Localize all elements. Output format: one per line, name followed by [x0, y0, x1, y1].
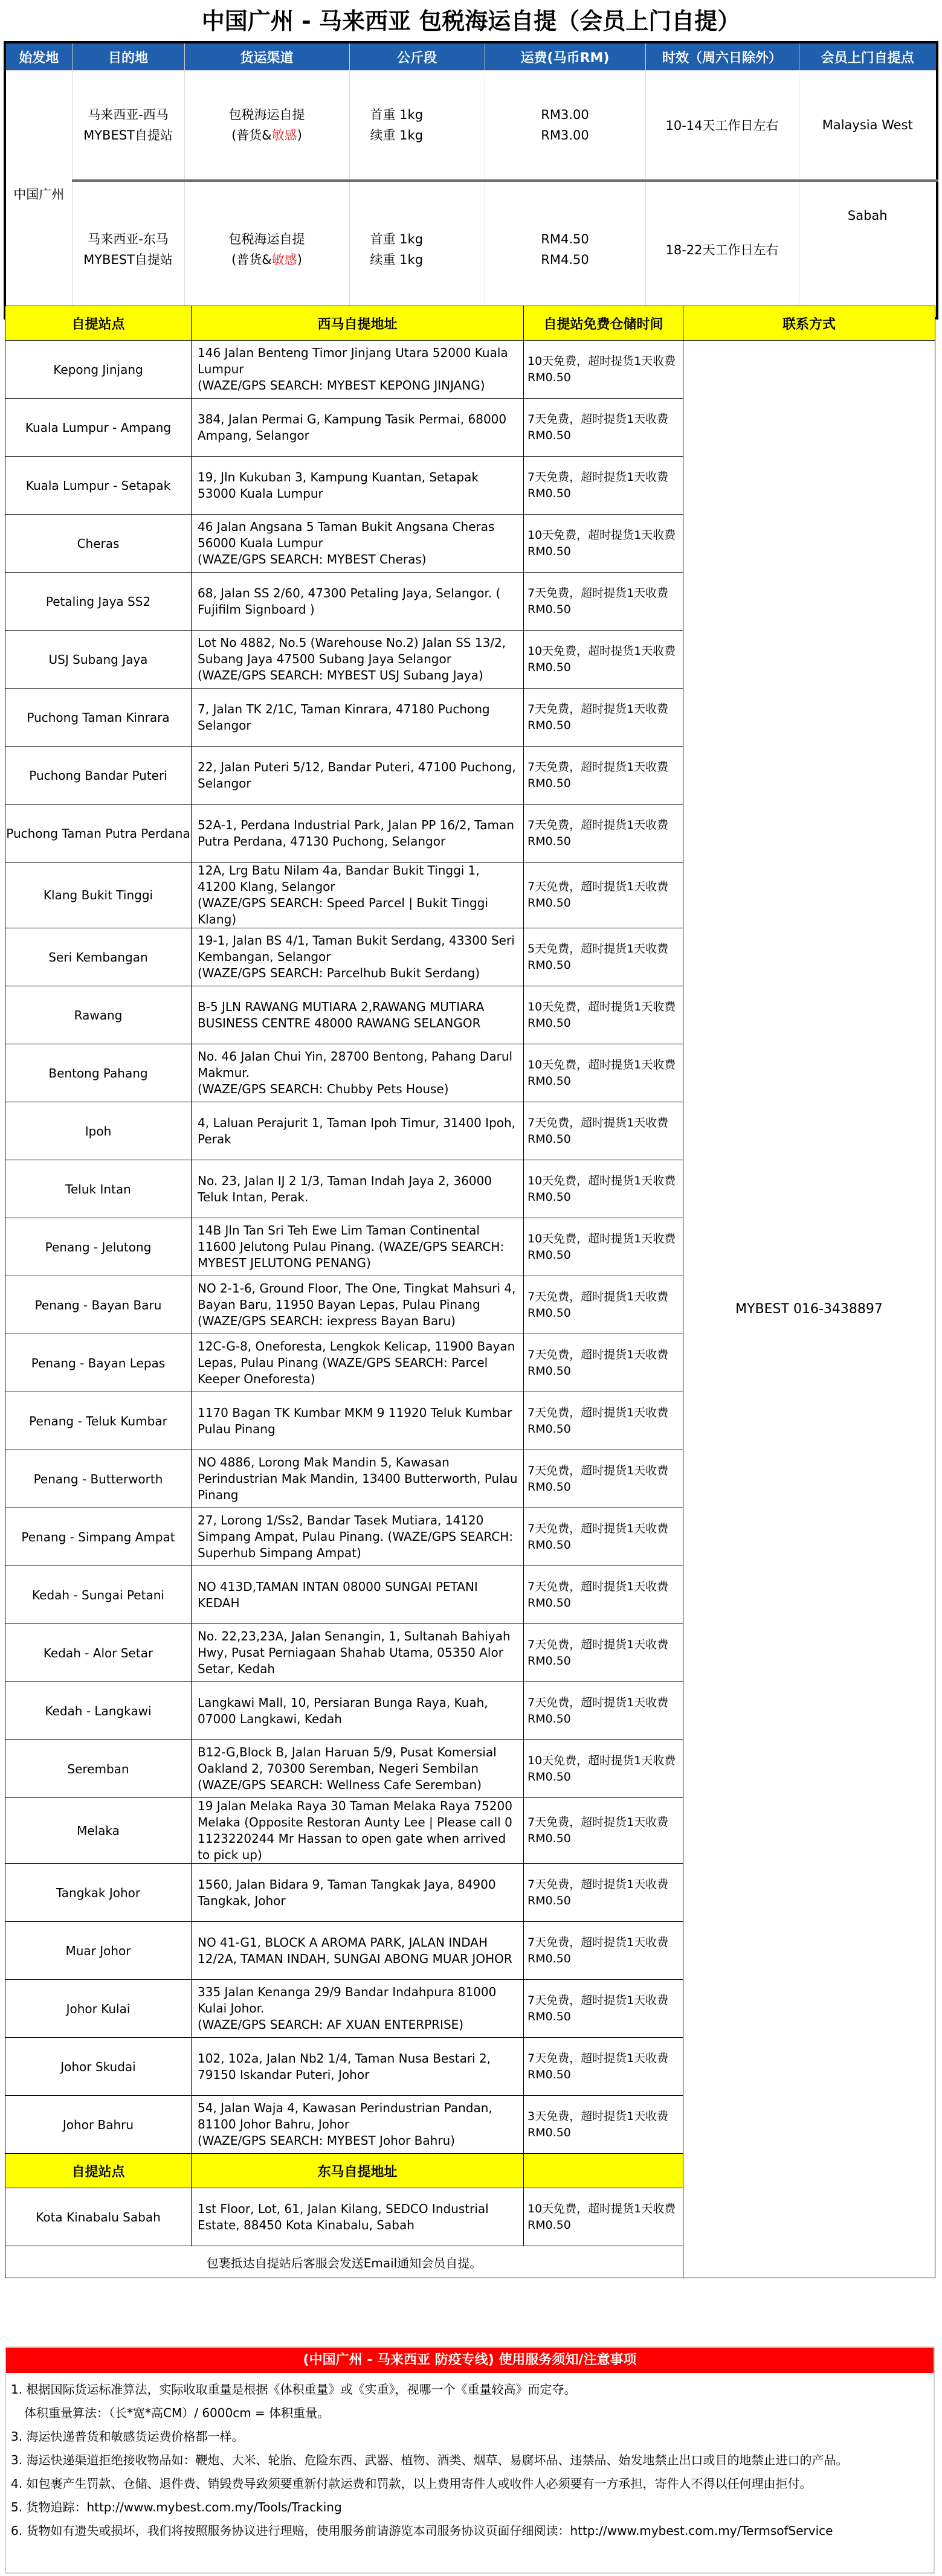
- rate-header-row: [5, 42, 937, 71]
- station-storage-fee: 10天免费，超时提货1天收费RM0.50: [524, 986, 683, 1044]
- station-storage-fee: 7天免费，超时提货1天收费RM0.50: [524, 805, 683, 862]
- rate-header-weight: 公斤段: [349, 42, 485, 71]
- station-name: Tangkak Johor: [5, 1864, 192, 1922]
- station-storage-fee: 7天免费，超时提货1天收费RM0.50: [524, 1334, 683, 1392]
- station-storage-fee: 7天免费，超时提货1天收费RM0.50: [524, 573, 683, 631]
- rate-channel-close: ): [297, 128, 302, 143]
- station-name: Penang - Butterworth: [5, 1450, 192, 1508]
- east-header-blank: [524, 2154, 683, 2188]
- east-header-address: 东马自提地址: [192, 2154, 524, 2188]
- pickup-header-storage: 自提站免费仓储时间: [524, 306, 683, 341]
- rate-row-west: [5, 71, 937, 181]
- station-name: Johor Skudai: [5, 2038, 192, 2096]
- notes-panel: [5, 2346, 935, 2574]
- rate-header-fee: 运费(马币RM): [485, 42, 645, 71]
- station-address: Langkawi Mall, 10, Persiaran Bunga Raya, Kuah, 07000 Langkawi, Kedah: [192, 1682, 524, 1740]
- pickup-header-row: [5, 306, 935, 341]
- station-address: 7, Jalan TK 2/1C, Taman Kinrara, 47180 Puchong Selangor: [192, 689, 524, 747]
- station-name: Johor Kulai: [5, 1980, 192, 2038]
- rate-channel-cell: [184, 71, 349, 181]
- station-address: 19, Jln Kukuban 3, Kampung Kuantan, Setapak 53000 Kuala Lumpur: [192, 457, 524, 515]
- notes-item: 1. 根据国际货运标准算法，实际收取重量是根据《体积重量》或《实重》，视哪一个《重量较高》而定夺。: [11, 2382, 576, 2397]
- station-name: Kota Kinabalu Sabah: [5, 2188, 192, 2246]
- station-address: 1170 Bagan TK Kumbar MKM 9 11920 Teluk Kumbar Pulau Pinang: [192, 1392, 524, 1450]
- rate-header-destination: 目的地: [72, 42, 184, 71]
- station-name: Rawang: [5, 986, 192, 1044]
- station-name: Kepong Jinjang: [5, 341, 192, 399]
- rate-channel-sensitive: 敏感: [271, 252, 297, 267]
- rate-fee-next: RM4.50: [541, 252, 589, 267]
- station-storage-fee: 10天免费，超时提货1天收费RM0.50: [524, 2188, 683, 2246]
- rate-weight-cell: [349, 71, 485, 181]
- rate-channel-sensitive: 敏感: [271, 128, 297, 143]
- rate-channel-close: ): [297, 252, 302, 267]
- station-storage-fee: 7天免费，超时提货1天收费RM0.50: [524, 862, 683, 928]
- rate-row-east: [5, 181, 937, 318]
- station-storage-fee: 7天免费，超时提货1天收费RM0.50: [524, 1864, 683, 1922]
- station-storage-fee: 7天免费，超时提货1天收费RM0.50: [524, 1450, 683, 1508]
- station-address: 1st Floor, Lot, 61, Jalan Kilang, SEDCO Industrial Estate, 88450 Kota Kinabalu, Sabah: [192, 2188, 524, 2246]
- rate-weight-first: 首重 1kg: [370, 108, 424, 122]
- rate-header-time: 时效（周六日除外）: [645, 42, 799, 71]
- station-storage-fee: 7天免费，超时提货1天收费RM0.50: [524, 399, 683, 457]
- notes-item: 4. 如包裹产生罚款、仓储、退件费、销毁费导致须要重新付款运费和罚款，以上费用寄件人或收件人必须要有一方承担，寄件人不得以任何理由拒付。: [11, 2476, 812, 2491]
- station-storage-fee: 7天免费，超时提货1天收费RM0.50: [524, 457, 683, 515]
- rate-destination-line1: 马来西亚-西马: [88, 108, 169, 122]
- rate-fee-cell: [485, 181, 645, 318]
- rate-fee-next: RM3.00: [541, 128, 589, 143]
- station-name: Puchong Taman Kinrara: [5, 689, 192, 747]
- station-storage-fee: 3天免费，超时提货1天收费RM0.50: [524, 2096, 683, 2154]
- station-address: 22, Jalan Puteri 5/12, Bandar Puteri, 47100 Puchong, Selangor: [192, 747, 524, 805]
- rate-destination-line1: 马来西亚-东马: [88, 232, 169, 246]
- station-address: 54, Jalan Waja 4, Kawasan Perindustrian Pandan, 81100 Johor Bahru, Johor (WAZE/GPS SEARCH: MYBEST Johor Bahru): [192, 2096, 524, 2154]
- notes-item: 3. 海运快递渠道拒绝接收物品如：鞭炮、大米、轮胎、危险东西、武器、植物、酒类、烟草、易腐坏品、违禁品、始发地禁止出口或目的地禁止进口的产品。: [11, 2453, 848, 2467]
- station-name: Cheras: [5, 515, 192, 573]
- notes-item: 体积重量算法：（长*宽*高CM）/ 6000cm = 体积重量。: [24, 2406, 330, 2420]
- station-storage-fee: 10天免费，超时提货1天收费RM0.50: [524, 515, 683, 573]
- station-name: Seremban: [5, 1740, 192, 1798]
- station-name: Melaka: [5, 1798, 192, 1864]
- page-title: 中国广州 - 马来西亚 包税海运自提（会员上门自提）: [201, 8, 741, 34]
- station-address: 27, Lorong 1/Ss2, Bandar Tasek Mutiara, 14120 Simpang Ampat, Pulau Pinang. (WAZE/GPS SEARCH: Superhub Simpang Ampat): [192, 1508, 524, 1566]
- pickup-header-station: 自提站点: [5, 306, 192, 341]
- notes-item: 5. 货物追踪：http://www.mybest.com.my/Tools/Tracking: [11, 2500, 342, 2514]
- station-storage-fee: 7天免费，超时提货1天收费RM0.50: [524, 1922, 683, 1980]
- station-name: Penang - Bayan Baru: [5, 1276, 192, 1334]
- station-name: Penang - Jelutong: [5, 1218, 192, 1276]
- rate-channel-line2: [185, 125, 349, 146]
- rate-channel-line1: 包税海运自提: [228, 108, 305, 122]
- notes-heading: (中国广州 - 马来西亚 防疫专线) 使用服务须知/注意事项: [6, 2348, 934, 2373]
- station-storage-fee: 7天免费，超时提货1天收费RM0.50: [524, 1980, 683, 2038]
- station-address: NO 413D,TAMAN INTAN 08000 SUNGAI PETANI KEDAH: [192, 1566, 524, 1624]
- station-storage-fee: 7天免费，超时提货1天收费RM0.50: [524, 689, 683, 747]
- station-address: 12C-G-8, Oneforesta, Lengkok Kelicap, 11900 Bayan Lepas, Pulau Pinang (WAZE/GPS SEARCH: Parcel Keeper Oneforesta): [192, 1334, 524, 1392]
- station-name: Kedah - Alor Setar: [5, 1624, 192, 1682]
- notes-item: 6. 货物如有遗失或损坏，我们将按照服务协议进行理赔，使用服务前请游览本司服务协议页面仔细阅读：http://www.mybest.com.my/TermsofService: [11, 2523, 833, 2538]
- rate-fee-first: RM4.50: [541, 232, 589, 246]
- station-address: B-5 JLN RAWANG MUTIARA 2,RAWANG MUTIARA BUSINESS CENTRE 48000 RAWANG SELANGOR: [192, 986, 524, 1044]
- station-name: Penang - Simpang Ampat: [5, 1508, 192, 1566]
- rate-origin-cell: 中国广州: [5, 71, 72, 319]
- rate-header-channel: 货运渠道: [184, 42, 349, 71]
- rate-channel-normal: (普货&: [231, 252, 272, 267]
- station-name: Muar Johor: [5, 1922, 192, 1980]
- station-storage-fee: 7天免费，超时提货1天收费RM0.50: [524, 1624, 683, 1682]
- station-address: B12-G,Block B, Jalan Haruan 5/9, Pusat Komersial Oakland 2, 70300 Seremban, Negeri Sembilan (WAZE/GPS SEARCH: Wellness Cafe Seremban): [192, 1740, 524, 1798]
- station-address: NO 41-G1, BLOCK A AROMA PARK, JALAN INDAH 12/2A, TAMAN INDAH, SUNGAI ABONG MUAR JOHOR: [192, 1922, 524, 1980]
- station-storage-fee: 7天免费，超时提货1天收费RM0.50: [524, 1508, 683, 1566]
- station-storage-fee: 10天免费，超时提货1天收费RM0.50: [524, 631, 683, 689]
- rate-pickup-cell: Sabah: [799, 181, 937, 318]
- notice-text: 包裹抵达自提站后客服会发送Email通知会员自提。: [5, 2246, 683, 2278]
- station-address: 102, 102a, Jalan Nb2 1/4, Taman Nusa Bestari 2, 79150 Iskandar Puteri, Johor: [192, 2038, 524, 2096]
- station-name: Petaling Jaya SS2: [5, 573, 192, 631]
- station-storage-fee: 5天免费，超时提货1天收费RM0.50: [524, 928, 683, 986]
- station-storage-fee: 10天免费，超时提货1天收费RM0.50: [524, 1218, 683, 1276]
- station-address: 19 Jalan Melaka Raya 30 Taman Melaka Raya 75200 Melaka (Opposite Restoran Aunty Lee | Please call 0 1123220244 Mr Hassan to open gate when arrived to pick up): [192, 1798, 524, 1864]
- station-storage-fee: 7天免费，超时提货1天收费RM0.50: [524, 2038, 683, 2096]
- notes-list: [6, 2373, 934, 2543]
- table-row: [5, 341, 935, 399]
- rate-table: [4, 41, 938, 320]
- rate-header-pickup: 会员上门自提点: [799, 42, 937, 71]
- station-storage-fee: 7天免费，超时提货1天收费RM0.50: [524, 747, 683, 805]
- rate-header-origin: 始发地: [5, 42, 72, 71]
- rate-channel-line2: [185, 249, 349, 270]
- station-address: No. 46 Jalan Chui Yin, 28700 Bentong, Pahang Darul Makmur. (WAZE/GPS SEARCH: Chubby Pets House): [192, 1044, 524, 1102]
- station-address: 14B Jln Tan Sri Teh Ewe Lim Taman Continental 11600 Jelutong Pulau Pinang. (WAZE/GPS SEARCH: MYBEST JELUTONG PENANG): [192, 1218, 524, 1276]
- station-address: 52A-1, Perdana Industrial Park, Jalan PP 16/2, Taman Putra Perdana, 47130 Puchong, Selangor: [192, 805, 524, 862]
- station-name: Seri Kembangan: [5, 928, 192, 986]
- station-name: Penang - Teluk Kumbar: [5, 1392, 192, 1450]
- station-name: Kedah - Langkawi: [5, 1682, 192, 1740]
- station-address: No. 23, Jalan IJ 2 1/3, Taman Indah Jaya 2, 36000 Teluk Intan, Perak.: [192, 1160, 524, 1218]
- rate-destination-line2: MYBEST自提站: [83, 128, 173, 143]
- station-storage-fee: 10天免费，超时提货1天收费RM0.50: [524, 1740, 683, 1798]
- east-header-station: 自提站点: [5, 2154, 192, 2188]
- rate-fee-first: RM3.00: [541, 108, 589, 122]
- station-address: 19-1, Jalan BS 4/1, Taman Bukit Serdang, 43300 Seri Kembangan, Selangor (WAZE/GPS SEARCH: Parcelhub Bukit Serdang): [192, 928, 524, 986]
- contact-cell: MYBEST 016-3438897: [683, 341, 935, 2278]
- rate-channel-normal: (普货&: [231, 128, 272, 143]
- station-storage-fee: 10天免费，超时提货1天收费RM0.50: [524, 341, 683, 399]
- station-name: Johor Bahru: [5, 2096, 192, 2154]
- station-name: Ipoh: [5, 1102, 192, 1160]
- station-name: USJ Subang Jaya: [5, 631, 192, 689]
- rate-weight-cell: [349, 181, 485, 318]
- station-storage-fee: 10天免费，超时提货1天收费RM0.50: [524, 1160, 683, 1218]
- rate-weight-next: 续重 1kg: [370, 128, 424, 143]
- station-name: Teluk Intan: [5, 1160, 192, 1218]
- station-name: Puchong Bandar Puteri: [5, 747, 192, 805]
- station-address: 12A, Lrg Batu Nilam 4a, Bandar Bukit Tinggi 1, 41200 Klang, Selangor (WAZE/GPS SEARCH: Speed Parcel | Bukit Tinggi Klang): [192, 862, 524, 928]
- rate-time-cell: 10-14天工作日左右: [645, 71, 799, 181]
- station-name: Bentong Pahang: [5, 1044, 192, 1102]
- rate-channel-line1: 包税海运自提: [228, 232, 305, 246]
- station-address: NO 4886, Lorong Mak Mandin 5, Kawasan Perindustrian Mak Mandin, 13400 Butterworth, Pulau Pinang: [192, 1450, 524, 1508]
- pickup-table: [5, 306, 935, 2278]
- pickup-table-body: [5, 341, 935, 2278]
- rate-fee-cell: [485, 71, 645, 181]
- station-address: Lot No 4882, No.5 (Warehouse No.2) Jalan SS 13/2, Subang Jaya 47500 Subang Jaya Selangor (WAZE/GPS SEARCH: MYBEST USJ Subang Jaya): [192, 631, 524, 689]
- station-name: Kuala Lumpur - Setapak: [5, 457, 192, 515]
- station-storage-fee: 7天免费，超时提货1天收费RM0.50: [524, 1682, 683, 1740]
- station-address: 46 Jalan Angsana 5 Taman Bukit Angsana Cheras 56000 Kuala Lumpur (WAZE/GPS SEARCH: MYBEST Cheras): [192, 515, 524, 573]
- station-address: 146 Jalan Benteng Timor Jinjang Utara 52000 Kuala Lumpur (WAZE/GPS SEARCH: MYBEST KEPONG JINJANG): [192, 341, 524, 399]
- pickup-header-address: 西马自提地址: [192, 306, 524, 341]
- station-storage-fee: 7天免费，超时提货1天收费RM0.50: [524, 1392, 683, 1450]
- station-storage-fee: 7天免费，超时提货1天收费RM0.50: [524, 1798, 683, 1864]
- rate-weight-next: 续重 1kg: [370, 252, 424, 267]
- station-name: Kuala Lumpur - Ampang: [5, 399, 192, 457]
- rate-destination-cell: [72, 181, 184, 318]
- station-address: 335 Jalan Kenanga 29/9 Bandar Indahpura 81000 Kulai Johor. (WAZE/GPS SEARCH: AF XUAN ENTERPRISE): [192, 1980, 524, 2038]
- station-address: No. 22,23,23A, Jalan Senangin, 1, Sultanah Bahiyah Hwy, Pusat Perniagaan Shahab Utama, 05350 Alor Setar, Kedah: [192, 1624, 524, 1682]
- station-address: NO 2-1-6, Ground Floor, The One, Tingkat Mahsuri 4, Bayan Baru, 11950 Bayan Lepas, Pulau Pinang (WAZE/GPS SEARCH: iexpress Bayan Baru): [192, 1276, 524, 1334]
- station-name: Penang - Bayan Lepas: [5, 1334, 192, 1392]
- station-storage-fee: 7天免费，超时提货1天收费RM0.50: [524, 1566, 683, 1624]
- station-address: 1560, Jalan Bidara 9, Taman Tangkak Jaya, 84900 Tangkak, Johor: [192, 1864, 524, 1922]
- rate-time-cell: 18-22天工作日左右: [645, 181, 799, 318]
- station-name: Kedah - Sungai Petani: [5, 1566, 192, 1624]
- station-storage-fee: 10天免费，超时提货1天收费RM0.50: [524, 1044, 683, 1102]
- station-address: 68, Jalan SS 2/60, 47300 Petaling Jaya, Selangor. ( Fujifilm Signboard ): [192, 573, 524, 631]
- station-storage-fee: 7天免费，超时提货1天收费RM0.50: [524, 1102, 683, 1160]
- station-address: 4, Laluan Perajurit 1, Taman Ipoh Timur, 31400 Ipoh, Perak: [192, 1102, 524, 1160]
- rate-weight-first: 首重 1kg: [370, 232, 424, 246]
- notes-item: 3. 海运快递普货和敏感货运费价格都一样。: [11, 2429, 244, 2444]
- rate-destination-cell: [72, 71, 184, 181]
- rate-pickup-cell: Malaysia West: [799, 71, 937, 181]
- rate-channel-cell: [184, 181, 349, 318]
- rate-destination-line2: MYBEST自提站: [83, 252, 173, 267]
- station-storage-fee: 7天免费，超时提货1天收费RM0.50: [524, 1276, 683, 1334]
- pickup-header-contact: 联系方式: [683, 306, 935, 341]
- station-name: Klang Bukit Tinggi: [5, 862, 192, 928]
- station-address: 384, Jalan Permai G, Kampung Tasik Permai, 68000 Ampang, Selangor: [192, 399, 524, 457]
- station-name: Puchong Taman Putra Perdana: [5, 805, 192, 862]
